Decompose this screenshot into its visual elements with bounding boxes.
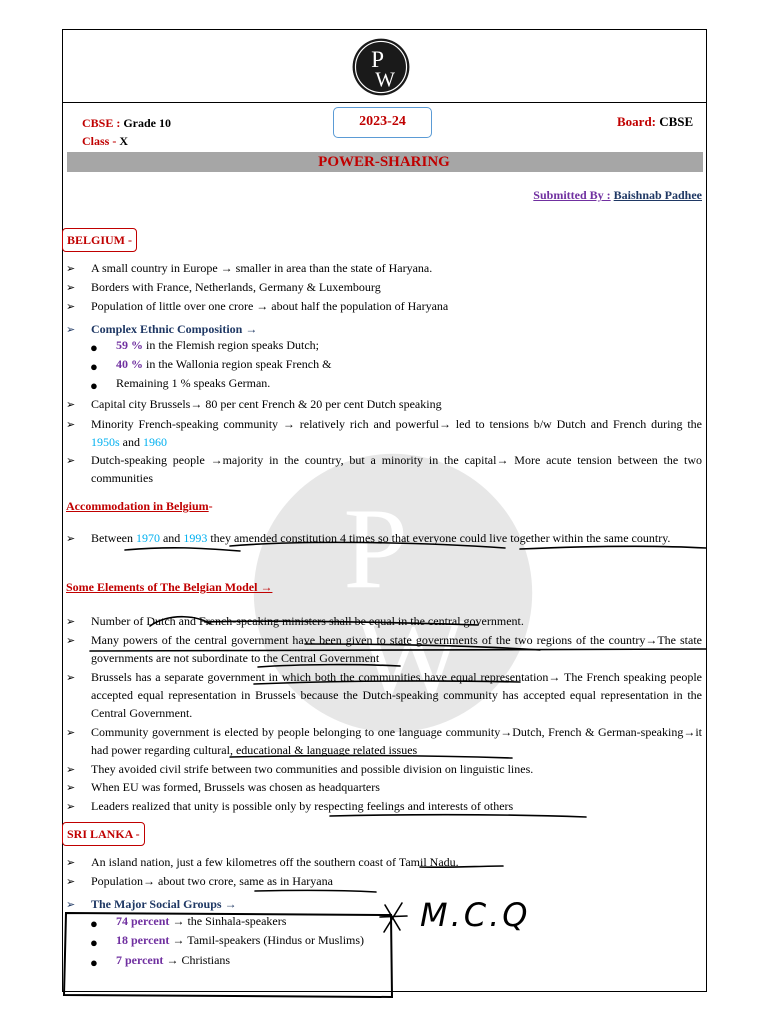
board-label: Board: [617, 114, 656, 129]
model-point-1: Number of Dutch and French-speaking ministers shall be equal in the central government. [91, 614, 524, 628]
grade-line [82, 116, 171, 131]
group-item-2: 18 percent → Tamil-speakers (Hindus or Muslims) [116, 933, 365, 947]
bullet-arrow: ➢ [66, 764, 76, 776]
belgium-point-3: Population of little over one crore → about half the population of Haryana [91, 299, 449, 313]
bullet-arrow: ➢ [66, 419, 76, 431]
ethnic-item-3: Remaining 1 % speaks German. [116, 376, 271, 390]
handwritten-mcq-note: M.C.Q [420, 896, 531, 934]
class-value: X [119, 134, 129, 148]
model-point-2: Many powers of the central government have been given to state governments of the two regions of the country→The state governments are not subordinate to the Central Government [91, 633, 702, 665]
bullet-dot: ● [90, 955, 98, 970]
cbse-label: CBSE : [82, 116, 121, 130]
bullet-arrow: ➢ [66, 672, 76, 684]
model-point-5: They avoided civil strife between two communities and possible division on linguistic lines. [91, 762, 534, 776]
bullet-arrow: ➢ [66, 616, 76, 628]
year-badge: 2023-24 [333, 107, 432, 138]
page-title: POWER-SHARING [318, 154, 450, 170]
bullet-dot: ● [90, 916, 98, 931]
model-point-6: When EU was formed, Brussels was chosen as headquarters [91, 780, 380, 794]
submitted-name: Baishnab Padhee [613, 188, 702, 202]
board-line [617, 114, 693, 130]
bullet-dot: ● [90, 340, 98, 355]
bullet-arrow: ➢ [66, 801, 76, 813]
board-value: CBSE [659, 114, 694, 129]
bullet-dot: ● [90, 359, 98, 374]
accommodation-heading: Accommodation in Belgium- [66, 499, 213, 513]
group-item-3: 7 percent → Christians [116, 953, 231, 967]
bullet-arrow: ➢ [66, 533, 76, 545]
submitted-by [533, 188, 702, 203]
belgium-capital: Capital city Brussels→ 80 per cent French & 20 per cent Dutch speaking [91, 397, 442, 411]
bullet-dot: ● [90, 935, 98, 950]
ethnic-heading: Complex Ethnic Composition → [91, 322, 258, 336]
ethnic-item-2: 40 % in the Wallonia region speak French & [116, 357, 332, 371]
bullet-arrow: ➢ [66, 399, 76, 411]
bullet-dot: ● [90, 378, 98, 393]
bullet-arrow: ➢ [66, 282, 76, 294]
submitted-label: Submitted By : [533, 188, 611, 202]
group-item-1: 74 percent → the Sinhala-speakers [116, 914, 287, 928]
bullet-arrow: ➢ [66, 899, 76, 911]
bullet-arrow: ➢ [66, 301, 76, 313]
svg-text:W: W [375, 67, 395, 92]
belgium-point-2: Borders with France, Netherlands, Germany & Luxembourg [91, 280, 381, 294]
bullet-arrow: ➢ [66, 324, 76, 336]
bullet-arrow: ➢ [66, 263, 76, 275]
bullet-arrow: ➢ [66, 876, 76, 888]
ethnic-item-1: 59 % in the Flemish region speaks Dutch; [116, 338, 319, 352]
grade-value: Grade 10 [123, 116, 172, 130]
accommodation-text: Between 1970 and 1993 they amended constitution 4 times so that everyone could live together within the same country. [91, 531, 671, 545]
model-heading: Some Elements of The Belgian Model → [66, 580, 273, 594]
bullet-arrow: ➢ [66, 727, 76, 739]
header-divider [62, 102, 707, 103]
belgium-dutch: Dutch-speaking people →majority in the country, but a minority in the capital→ More acute tension between the two communities [91, 453, 702, 485]
pw-logo [352, 38, 410, 96]
bullet-arrow: ➢ [66, 857, 76, 869]
bullet-arrow: ➢ [66, 455, 76, 467]
bullet-arrow: ➢ [66, 782, 76, 794]
svg-text:W: W [355, 595, 466, 724]
belgium-heading: BELGIUM - [62, 228, 137, 252]
srilanka-heading: SRI LANKA - [62, 822, 145, 846]
belgium-minority: Minority French-speaking community → relatively rich and powerful→ led to tensions b/w Dutch and French during the 1950s and 1960 [91, 417, 702, 449]
class-label: Class - [82, 134, 117, 148]
bullet-arrow: ➢ [66, 635, 76, 647]
srilanka-point-1: An island nation, just a few kilometres off the southern coast of Tamil Nadu. [91, 855, 459, 869]
model-point-7: Leaders realized that unity is possible only by respecting feelings and interests of others [91, 799, 514, 813]
belgium-point-1: A small country in Europe → smaller in area than the state of Haryana. [91, 261, 433, 275]
class-line [82, 134, 128, 149]
svg-text:P: P [371, 47, 384, 73]
model-point-3: Brussels has a separate government in which both the communities have equal representation→ The French speaking people accepted equal representation in Brussels because the Dutch-speaking community has accepted equal representation in the Central Government. [91, 670, 702, 720]
groups-heading: The Major Social Groups → [91, 897, 237, 911]
svg-text:P: P [343, 485, 408, 614]
srilanka-point-2: Population→ about two crore, same as in Haryana [91, 874, 333, 888]
model-point-4: Community government is elected by people belonging to one language community→Dutch, French & German-speaking→it had power regarding cultural, educational & language related issues [91, 725, 702, 757]
